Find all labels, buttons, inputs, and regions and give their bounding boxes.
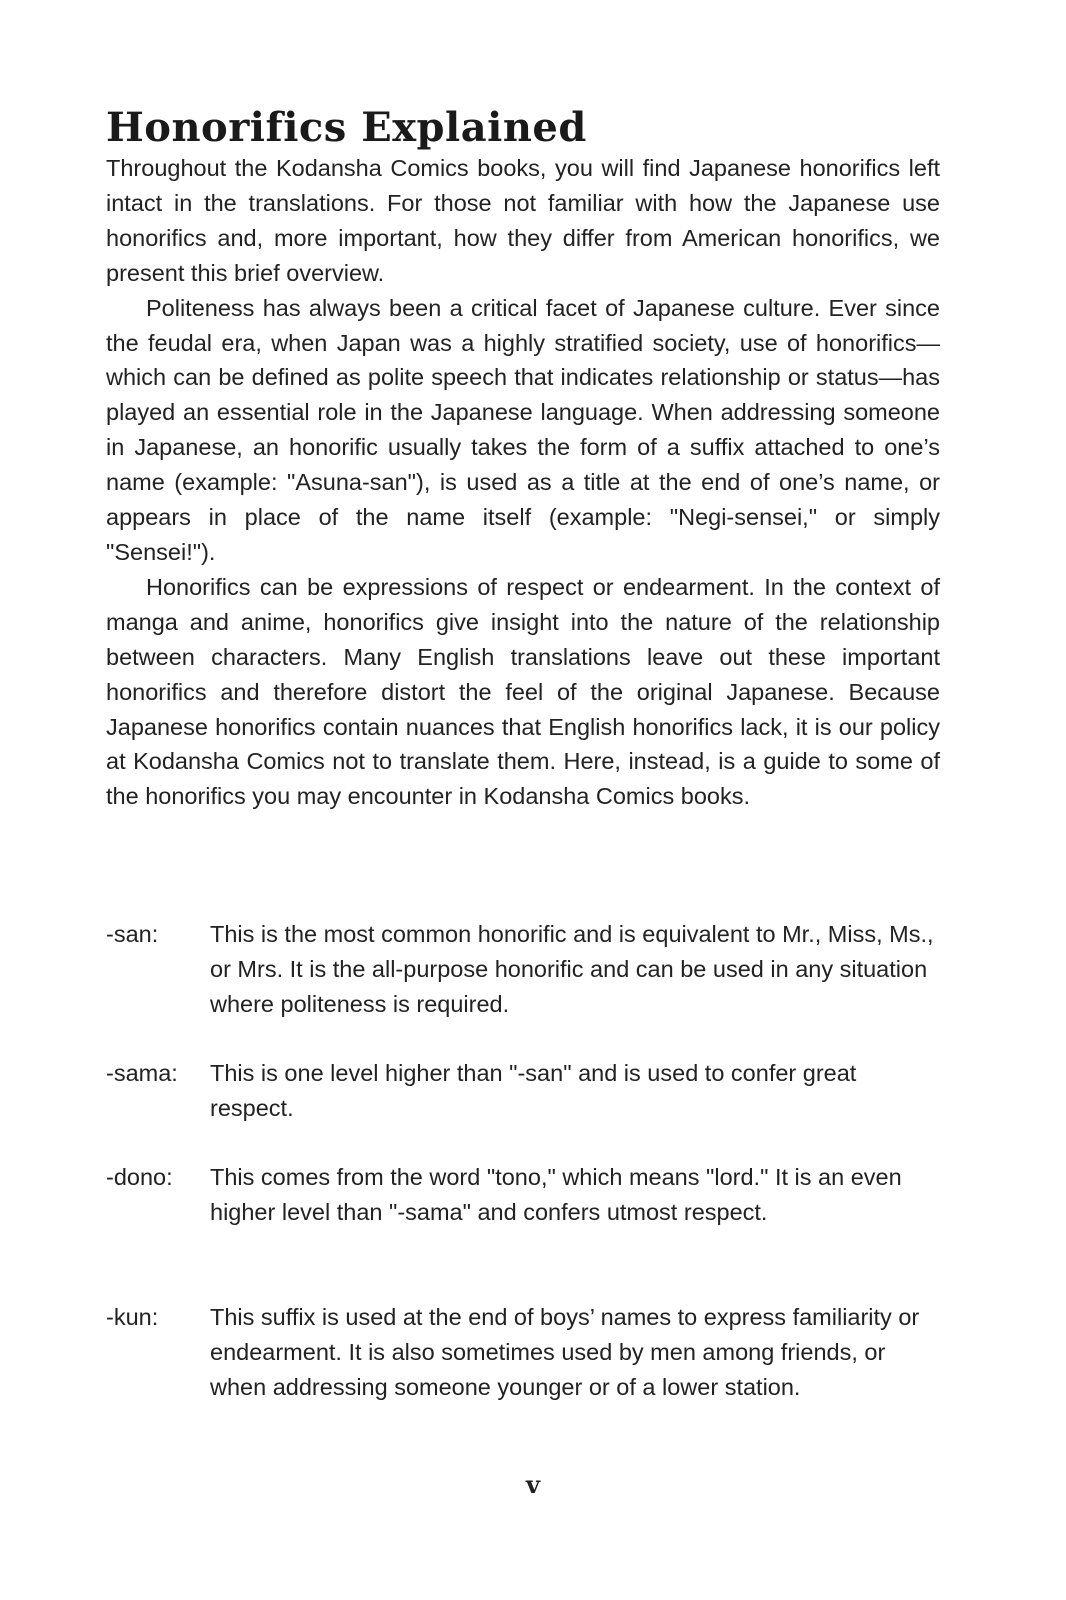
honorific-definition: This is one level higher than "-san" and is used to confer great respect. bbox=[210, 1060, 857, 1121]
intro-text bbox=[106, 151, 940, 814]
honorific-definition: This suffix is used at the end of boys’ names to express familiarity or endearment. It is also sometimes used by men among friends, or when addressing someone younger or of a lower station. bbox=[210, 1304, 920, 1400]
paragraph-politeness: Politeness has always been a critical facet of Japanese culture. Ever since the feudal era, when Japan was a highly stratified society, use of honorifics—which can be defined as polite speech that indicates relationship or status—has played an essential role in the Japanese language. When addressing someone in Japanese, an honorific usually takes the form of a suffix attached to one’s name (example: "Asuna-san"), is used as a title at the end of one’s name, or appears in place of the name itself (example: "Negi-sensei," or simply "Sensei!"). bbox=[106, 294, 940, 565]
page-number: v bbox=[526, 1470, 540, 1499]
honorific-term: -kun: bbox=[106, 1304, 159, 1330]
paragraph-respect: Honorifics can be expressions of respect or endearment. In the context of manga and anime, honorifics give insight into the nature of the relationship between characters. Many English translations leave out these important honorifics and therefore distort the feel of the original Japanese. Because Japanese honorifics contain nuances that English honorifics lack, it is our policy at Kodansha Comics not to translate them. Here, instead, is a guide to some of the honorifics you may encounter in Kodansha Comics books. bbox=[106, 573, 940, 810]
honorific-definition: This comes from the word "tono," which means "lord." It is an even higher level than "-sama" and confers utmost respect. bbox=[210, 1164, 902, 1225]
honorific-term: -san: bbox=[106, 921, 159, 947]
honorific-term: -sama: bbox=[106, 1060, 178, 1086]
paragraph-intro: Throughout the Kodansha Comics books, you will find Japanese honorifics left intact in the translations. For those not familiar with how the Japanese use honorifics and, more important, how they differ from American honorifics, we present this brief overview. bbox=[106, 155, 940, 286]
page-title: Honorifics Explained bbox=[106, 104, 587, 151]
honorific-term: -dono: bbox=[106, 1164, 173, 1190]
honorific-definition: This is the most common honorific and is equivalent to Mr., Miss, Ms., or Mrs. It is the all-purpose honorific and can be used in any situation where politeness is required. bbox=[210, 921, 934, 1017]
